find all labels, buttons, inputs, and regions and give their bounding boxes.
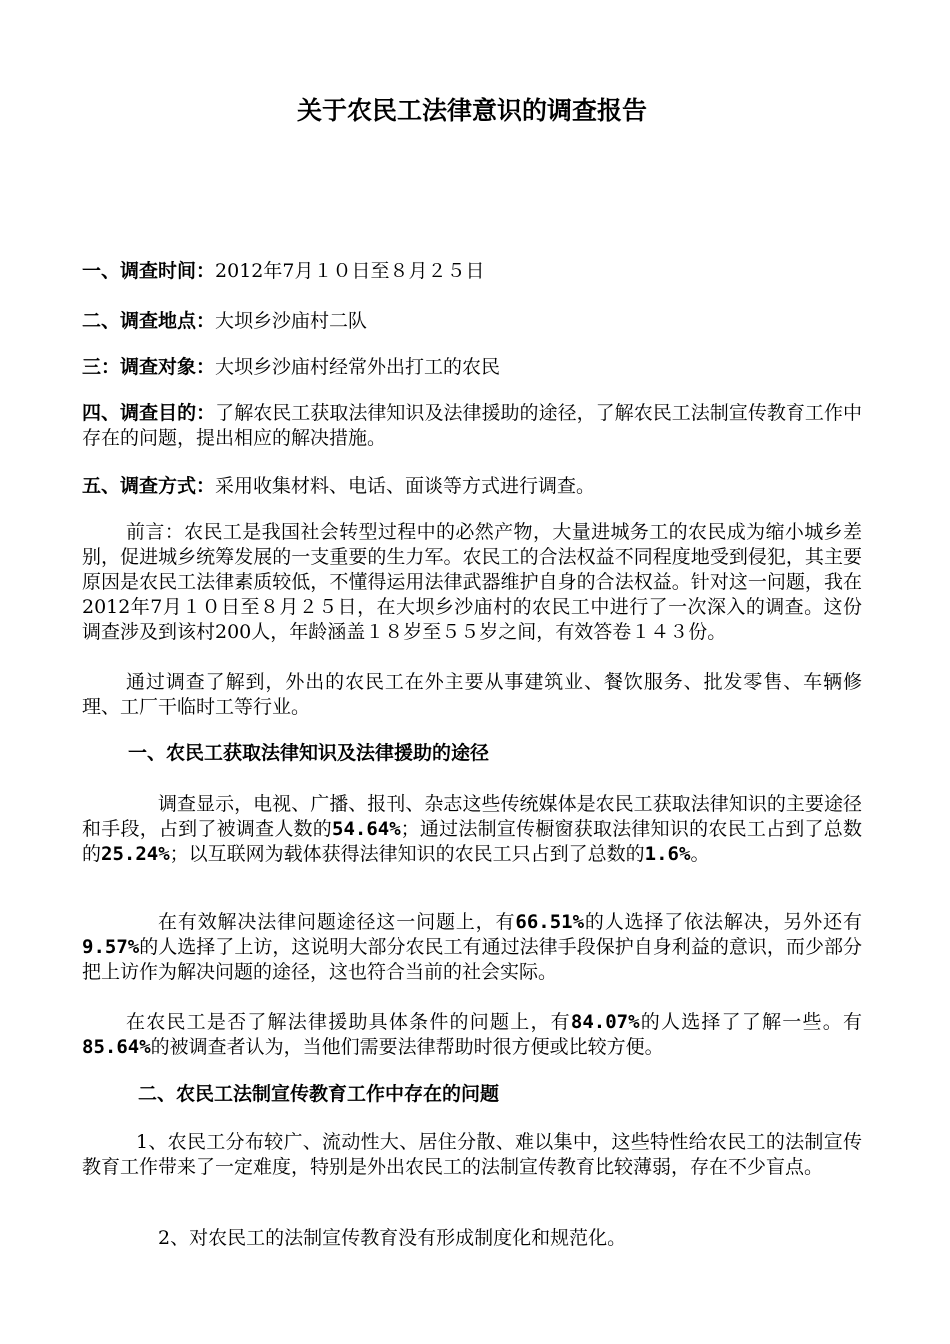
survey-place — [82, 309, 862, 334]
survey-purpose — [82, 401, 862, 451]
survey-place-label: 二、调查地点： — [82, 310, 216, 332]
survey-object — [82, 355, 862, 380]
survey-purpose-label: 四、调查目的： — [82, 402, 216, 424]
section-1-paragraph-2: 在有效解决法律问题途径这一问题上，有66.51%的人选择了依法解决，另外还有9.57%的人选择了上访，这说明大部分农民工有通过法律手段保护自身利益的意识，而少部分把上访作为解决问题的途径，这也符合当前的社会实际。 — [82, 911, 862, 983]
survey-method-value: 采用收集材料、电话、面谈等方式进行调查。 — [215, 475, 596, 497]
section-2-paragraph-1: 1、农民工分布较广、流动性大、居住分散、难以集中，这些特性给农民工的法制宣传教育工作带来了一定难度，特别是外出农民工的法制宣传教育比较薄弱，存在不少盲点。 — [82, 1131, 862, 1178]
section-1-heading: 一、农民工获取法律知识及法律援助的途径 — [128, 742, 490, 764]
survey-object-label: 三：调查对象： — [82, 356, 216, 378]
document-page — [82, 0, 862, 1344]
preface-paragraph: 前言：农民工是我国社会转型过程中的必然产物，大量进城务工的农民成为缩小城乡差别，促进城乡统筹发展的一支重要的生力军。农民工的合法权益不同程度地受到侵犯，其主要原因是农民工法律素质较低，不懂得运用法律武器维护自身的合法权益。针对这一问题，我在2012年7月１０日至８月２５日，在大坝乡沙庙村的农民工中进行了一次深入的调查。这份调查涉及到该村200人，年龄涵盖１８岁至５５岁之间，有效答卷１４３份。 — [82, 521, 862, 643]
section-1-paragraph-3: 在农民工是否了解法律援助具体条件的问题上，有84.07%的人选择了了解一些。有85.64%的被调查者认为，当他们需要法律帮助时很方便或比较方便。 — [82, 1011, 862, 1058]
survey-time-value: 2012年7月１０日至８月２５日 — [215, 260, 485, 282]
stat-internet: 1.6% — [644, 843, 691, 865]
stat-legal-solution: 66.51% — [515, 911, 585, 933]
section-1-paragraph-1: 调查显示，电视、广播、报刊、杂志这些传统媒体是农民工获取法律知识的主要途径和手段，占到了被调查人数的54.64%；通过法制宣传橱窗获取法律知识的农民工占到了总数的25.24%；以互联网为载体获得法律知识的农民工只占到了总数的1.6%。 — [82, 793, 862, 865]
survey-method-label: 五、调查方式： — [82, 475, 216, 497]
survey-method — [82, 474, 862, 499]
section-2-heading: 二、农民工法制宣传教育工作中存在的问题 — [138, 1083, 500, 1105]
stat-know-legal-aid: 84.07% — [570, 1011, 640, 1033]
survey-time — [82, 259, 862, 284]
survey-object-value: 大坝乡沙庙村经常外出打工的农民 — [215, 356, 501, 378]
stat-traditional-media: 54.64% — [332, 818, 401, 840]
survey-time-label: 一、调查时间： — [82, 260, 216, 282]
stat-bulletin-board: 25.24% — [101, 843, 170, 865]
stat-convenient-help: 85.64% — [82, 1036, 151, 1058]
survey-purpose-value: 了解农民工获取法律知识及法律援助的途径，了解农民工法制宣传教育工作中存在的问题，提出相应的解决措施。 — [82, 402, 862, 449]
survey-place-value: 大坝乡沙庙村二队 — [215, 310, 368, 332]
preface-industries-paragraph: 通过调查了解到，外出的农民工在外主要从事建筑业、餐饮服务、批发零售、车辆修理、工厂干临时工等行业。 — [82, 671, 862, 718]
section-2-paragraph-2: 2、对农民工的法制宣传教育没有形成制度化和规范化。 — [158, 1227, 627, 1249]
stat-petition: 9.57% — [82, 936, 140, 958]
document-title: 关于农民工法律意识的调查报告 — [296, 96, 647, 125]
